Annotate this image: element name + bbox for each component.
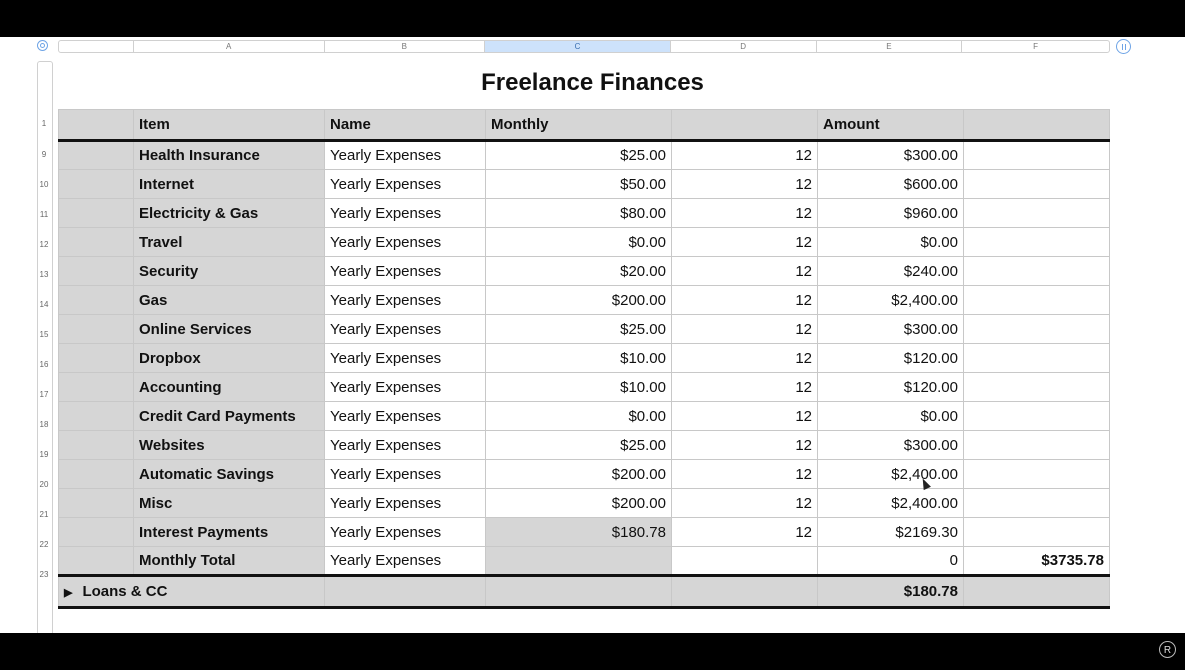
cell-item[interactable]: Dropbox — [134, 344, 325, 373]
table-row — [59, 402, 1110, 431]
row-number[interactable]: 9 — [41, 150, 47, 159]
row-number[interactable]: 10 — [39, 180, 49, 189]
cell-monthly[interactable]: $20.00 — [486, 257, 672, 286]
cell-spacer[interactable] — [59, 547, 134, 576]
cell-monthly[interactable]: $180.78 — [486, 518, 672, 547]
cell-monthly[interactable]: $0.00 — [486, 402, 672, 431]
cell-spacer[interactable] — [59, 373, 134, 402]
cell-extra[interactable] — [964, 460, 1110, 489]
cell-count[interactable]: 12 — [672, 170, 818, 199]
cell-item[interactable]: Gas — [134, 286, 325, 315]
cell-amount[interactable]: 0 — [818, 547, 964, 576]
row-number[interactable]: 19 — [39, 450, 49, 459]
cell-monthly[interactable]: $200.00 — [486, 286, 672, 315]
group-cell-empty[interactable] — [325, 576, 486, 608]
row-number[interactable]: 22 — [39, 540, 49, 549]
cell-name[interactable]: Yearly Expenses — [325, 286, 486, 315]
cell-amount[interactable]: $0.00 — [818, 402, 964, 431]
cell-amount[interactable]: $120.00 — [818, 373, 964, 402]
cell-spacer[interactable] — [59, 170, 134, 199]
cell-extra[interactable] — [964, 141, 1110, 170]
cell-amount[interactable]: $600.00 — [818, 170, 964, 199]
table-row — [59, 431, 1110, 460]
cell-name[interactable]: Yearly Expenses — [325, 547, 486, 576]
cell-count[interactable]: 12 — [672, 402, 818, 431]
column-header-a[interactable]: A — [134, 41, 325, 52]
cell-extra[interactable] — [964, 344, 1110, 373]
cell-count[interactable]: 12 — [672, 518, 818, 547]
cell-spacer[interactable] — [59, 199, 134, 228]
row-number[interactable]: 21 — [39, 510, 49, 519]
cell-monthly[interactable]: $25.00 — [486, 431, 672, 460]
table-row — [59, 199, 1110, 228]
cell-amount[interactable]: $300.00 — [818, 431, 964, 460]
column-header-d[interactable]: D — [671, 41, 817, 52]
column-header-c[interactable]: C — [485, 41, 671, 52]
cell-count[interactable]: 12 — [672, 228, 818, 257]
group-cell-empty[interactable] — [486, 576, 672, 608]
cell-extra[interactable] — [964, 373, 1110, 402]
header-cell-amount[interactable]: Amount — [818, 110, 964, 141]
cell-spacer[interactable] — [59, 315, 134, 344]
cell-name[interactable]: Yearly Expenses — [325, 460, 486, 489]
table-row — [59, 286, 1110, 315]
cell-monthly[interactable]: $25.00 — [486, 141, 672, 170]
cell-spacer[interactable] — [59, 344, 134, 373]
cell-amount[interactable]: $300.00 — [818, 315, 964, 344]
select-all-icon[interactable] — [37, 40, 48, 51]
row-number[interactable]: 17 — [39, 390, 49, 399]
cell-extra[interactable] — [964, 170, 1110, 199]
cell-item[interactable]: Automatic Savings — [134, 460, 325, 489]
table-row — [59, 141, 1110, 170]
expenses-table — [58, 109, 1110, 609]
sheet-title[interactable]: Freelance Finances — [481, 69, 704, 96]
cell-name[interactable]: Yearly Expenses — [325, 257, 486, 286]
row-number[interactable]: 20 — [39, 480, 49, 489]
column-header-b[interactable]: B — [325, 41, 486, 52]
group-row-loans[interactable] — [59, 576, 1110, 608]
cell-name[interactable]: Yearly Expenses — [325, 344, 486, 373]
cell-count[interactable]: 12 — [672, 431, 818, 460]
cell-count[interactable]: 12 — [672, 460, 818, 489]
cell-name[interactable]: Yearly Expenses — [325, 402, 486, 431]
cell-spacer[interactable] — [59, 460, 134, 489]
header-cell-count[interactable] — [672, 110, 818, 141]
cell-monthly[interactable]: $80.00 — [486, 199, 672, 228]
table-row — [59, 257, 1110, 286]
group-cell-empty[interactable] — [964, 576, 1110, 608]
header-row — [59, 110, 1110, 141]
row-number[interactable]: 15 — [39, 330, 49, 339]
cell-extra[interactable] — [964, 489, 1110, 518]
table-row — [59, 460, 1110, 489]
cell-extra[interactable] — [964, 518, 1110, 547]
registered-mark-icon: R — [1159, 641, 1176, 658]
cell-monthly[interactable]: $200.00 — [486, 489, 672, 518]
cell-name[interactable]: Yearly Expenses — [325, 228, 486, 257]
group-cell-label[interactable] — [59, 576, 325, 608]
table-resize-icon[interactable] — [1116, 39, 1131, 54]
cell-name[interactable]: Yearly Expenses — [325, 489, 486, 518]
cell-item[interactable]: Travel — [134, 228, 325, 257]
row-number[interactable]: 14 — [39, 300, 49, 309]
cell-count[interactable] — [672, 547, 818, 576]
cell-item[interactable]: Websites — [134, 431, 325, 460]
cell-spacer[interactable] — [59, 286, 134, 315]
table-row — [59, 489, 1110, 518]
cell-item[interactable]: Credit Card Payments — [134, 402, 325, 431]
cell-item[interactable]: Misc — [134, 489, 325, 518]
cell-extra[interactable] — [964, 257, 1110, 286]
cell-monthly[interactable]: $200.00 — [486, 460, 672, 489]
spreadsheet-canvas — [0, 37, 1185, 633]
cell-spacer[interactable] — [59, 518, 134, 547]
cell-extra[interactable] — [964, 228, 1110, 257]
cell-amount[interactable]: $2169.30 — [818, 518, 964, 547]
row-number[interactable]: 11 — [39, 210, 49, 219]
table-row — [59, 344, 1110, 373]
group-cell-empty[interactable] — [672, 576, 818, 608]
cell-name[interactable]: Yearly Expenses — [325, 170, 486, 199]
column-header-e[interactable]: E — [817, 41, 963, 52]
cell-name[interactable]: Yearly Expenses — [325, 431, 486, 460]
cell-count[interactable]: 12 — [672, 141, 818, 170]
column-header-f[interactable]: F — [1033, 42, 1039, 51]
cell-name[interactable]: Yearly Expenses — [325, 373, 486, 402]
cell-item[interactable]: Interest Payments — [134, 518, 325, 547]
table-row — [59, 315, 1110, 344]
cell-monthly[interactable]: $10.00 — [486, 344, 672, 373]
table-row — [59, 518, 1110, 547]
cell-extra[interactable] — [964, 402, 1110, 431]
cell-name[interactable]: Yearly Expenses — [325, 141, 486, 170]
cell-amount[interactable]: $2,400.00 — [818, 286, 964, 315]
cell-extra[interactable] — [964, 431, 1110, 460]
cell-name[interactable]: Yearly Expenses — [325, 518, 486, 547]
cell-monthly[interactable]: $50.00 — [486, 170, 672, 199]
cell-item[interactable]: Accounting — [134, 373, 325, 402]
header-cell-item[interactable]: Item — [134, 110, 325, 141]
cell-item[interactable]: Security — [134, 257, 325, 286]
header-cell-name[interactable]: Name — [325, 110, 486, 141]
cell-count[interactable]: 12 — [672, 257, 818, 286]
cell-amount[interactable]: $0.00 — [818, 228, 964, 257]
cell-count[interactable]: 12 — [672, 489, 818, 518]
column-header-spacer — [59, 41, 134, 52]
header-cell-spacer[interactable] — [59, 110, 134, 141]
row-number[interactable]: 13 — [39, 270, 49, 279]
row-number[interactable]: 12 — [39, 240, 49, 249]
header-cell-monthly[interactable]: Monthly — [486, 110, 672, 141]
cell-item[interactable]: Online Services — [134, 315, 325, 344]
cell-spacer[interactable] — [59, 141, 134, 170]
group-cell-amount[interactable]: $180.78 — [818, 576, 964, 608]
cell-spacer[interactable] — [59, 489, 134, 518]
row-number[interactable]: 18 — [39, 420, 49, 429]
cell-name[interactable]: Yearly Expenses — [325, 199, 486, 228]
cell-count[interactable]: 12 — [672, 286, 818, 315]
cell-count[interactable]: 12 — [672, 373, 818, 402]
row-number[interactable]: 23 — [39, 570, 49, 579]
cell-name[interactable]: Yearly Expenses — [325, 315, 486, 344]
cell-extra[interactable] — [964, 315, 1110, 344]
table-row — [59, 170, 1110, 199]
row-number[interactable]: 16 — [39, 360, 49, 369]
row-number[interactable]: 1 — [41, 119, 47, 128]
cell-count[interactable]: 12 — [672, 344, 818, 373]
cell-amount[interactable]: $2,400.00 — [818, 489, 964, 518]
table-row — [59, 547, 1110, 576]
header-cell-extra[interactable] — [964, 110, 1110, 141]
cell-amount[interactable]: $960.00 — [818, 199, 964, 228]
cell-monthly[interactable]: $0.00 — [486, 228, 672, 257]
table-row — [59, 228, 1110, 257]
cell-spacer[interactable] — [59, 257, 134, 286]
column-header-bar — [58, 40, 1110, 53]
group-label: Loans & CC — [82, 583, 168, 600]
cell-amount[interactable]: $120.00 — [818, 344, 964, 373]
cell-monthly[interactable]: $10.00 — [486, 373, 672, 402]
cell-amount[interactable]: $240.00 — [818, 257, 964, 286]
cell-extra[interactable] — [964, 286, 1110, 315]
cell-amount[interactable]: $2,400.00 — [818, 460, 964, 489]
cell-item[interactable]: Electricity & Gas — [134, 199, 325, 228]
cell-count[interactable]: 12 — [672, 315, 818, 344]
cell-spacer[interactable] — [59, 402, 134, 431]
cell-item[interactable]: Health Insurance — [134, 141, 325, 170]
disclosure-triangle-icon[interactable]: ▶ — [64, 587, 73, 599]
cell-item[interactable]: Monthly Total — [134, 547, 325, 576]
cell-extra[interactable] — [964, 199, 1110, 228]
cell-monthly[interactable]: $25.00 — [486, 315, 672, 344]
table-row — [59, 373, 1110, 402]
cell-extra[interactable]: $3735.78 — [964, 547, 1110, 576]
cell-spacer[interactable] — [59, 228, 134, 257]
cell-item[interactable]: Internet — [134, 170, 325, 199]
cell-count[interactable]: 12 — [672, 199, 818, 228]
cell-amount[interactable]: $300.00 — [818, 141, 964, 170]
cell-spacer[interactable] — [59, 431, 134, 460]
cell-monthly[interactable] — [486, 547, 672, 576]
